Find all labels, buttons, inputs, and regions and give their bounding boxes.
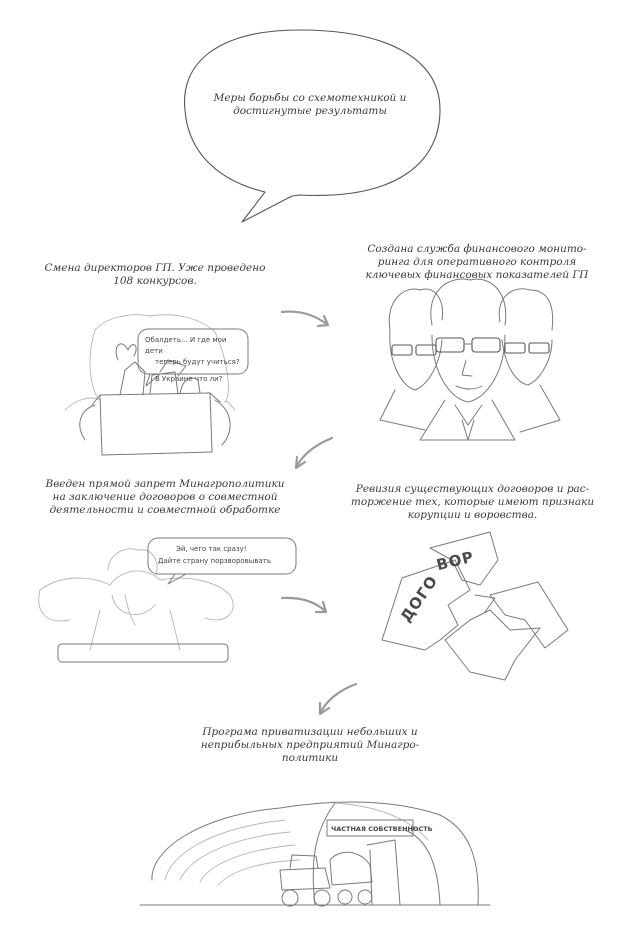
relax-speech-line: Эй, чего так сразу!	[176, 545, 247, 553]
paper-word-2: ВОР	[434, 547, 477, 575]
arrow-4	[320, 684, 356, 714]
step-2-caption	[352, 243, 602, 282]
step-5-caption	[185, 726, 435, 765]
step-4-caption	[345, 483, 600, 522]
step-3-line: деятельности и совместной обработке	[49, 504, 281, 516]
title-line-2: достигнутые результаты	[233, 105, 387, 117]
barn-sign: ЧАСТНАЯ СОБСТВЕННОСТЬ	[331, 825, 433, 833]
step-3-line: на заключение договоров о совместной	[52, 491, 278, 503]
title-speech-bubble	[185, 30, 440, 222]
step-5-line: неприбыльных предприятий Минагро-	[200, 739, 420, 751]
step-2-line: Создана служба финансового монито-	[367, 243, 587, 255]
torn-contract-illustration	[382, 532, 568, 680]
relax-speech-line: Дайте страну порзворовывать	[158, 557, 271, 565]
step-1-line: Смена директоров ГП. Уже проведено	[44, 262, 266, 274]
step-3-caption	[35, 478, 295, 517]
step-3-line: Введен прямой запрет Минагрополитики	[45, 478, 285, 490]
step-5-line: Програма приватизации небольших и	[202, 726, 418, 738]
step-2-line: ключевых финансовых показателей ГП	[365, 269, 589, 281]
box-speech-line: теперь будут учиться?	[155, 358, 240, 366]
step-1-caption	[30, 262, 280, 288]
arrow-1	[282, 312, 328, 326]
men-illustration	[380, 279, 560, 440]
relax-speech-text	[158, 543, 298, 567]
step-4-line: торжение тех, которые имеют признаки	[350, 496, 595, 508]
box-speech-line: В Украине что ли?	[155, 375, 223, 383]
box-speech-line: Обалдеть... И где мои дети	[145, 336, 227, 355]
title-line-1: Меры борьбы со схемотехникой и	[213, 92, 407, 104]
step-5-line: политики	[281, 752, 339, 764]
paper-word-1: ДОГО	[396, 572, 442, 626]
box-speech-text	[145, 335, 245, 385]
arrow-2	[296, 438, 332, 468]
step-4-line: корупции и воровства.	[407, 509, 538, 521]
step-1-line: 108 конкурсов.	[113, 275, 197, 287]
arrow-3	[282, 598, 326, 612]
step-2-line: ринга для оперативного контроля	[377, 256, 577, 268]
title-text	[200, 92, 420, 118]
barn-illustration	[140, 802, 490, 906]
step-4-line: Ревизия существующих договоров и рас-	[355, 483, 590, 495]
